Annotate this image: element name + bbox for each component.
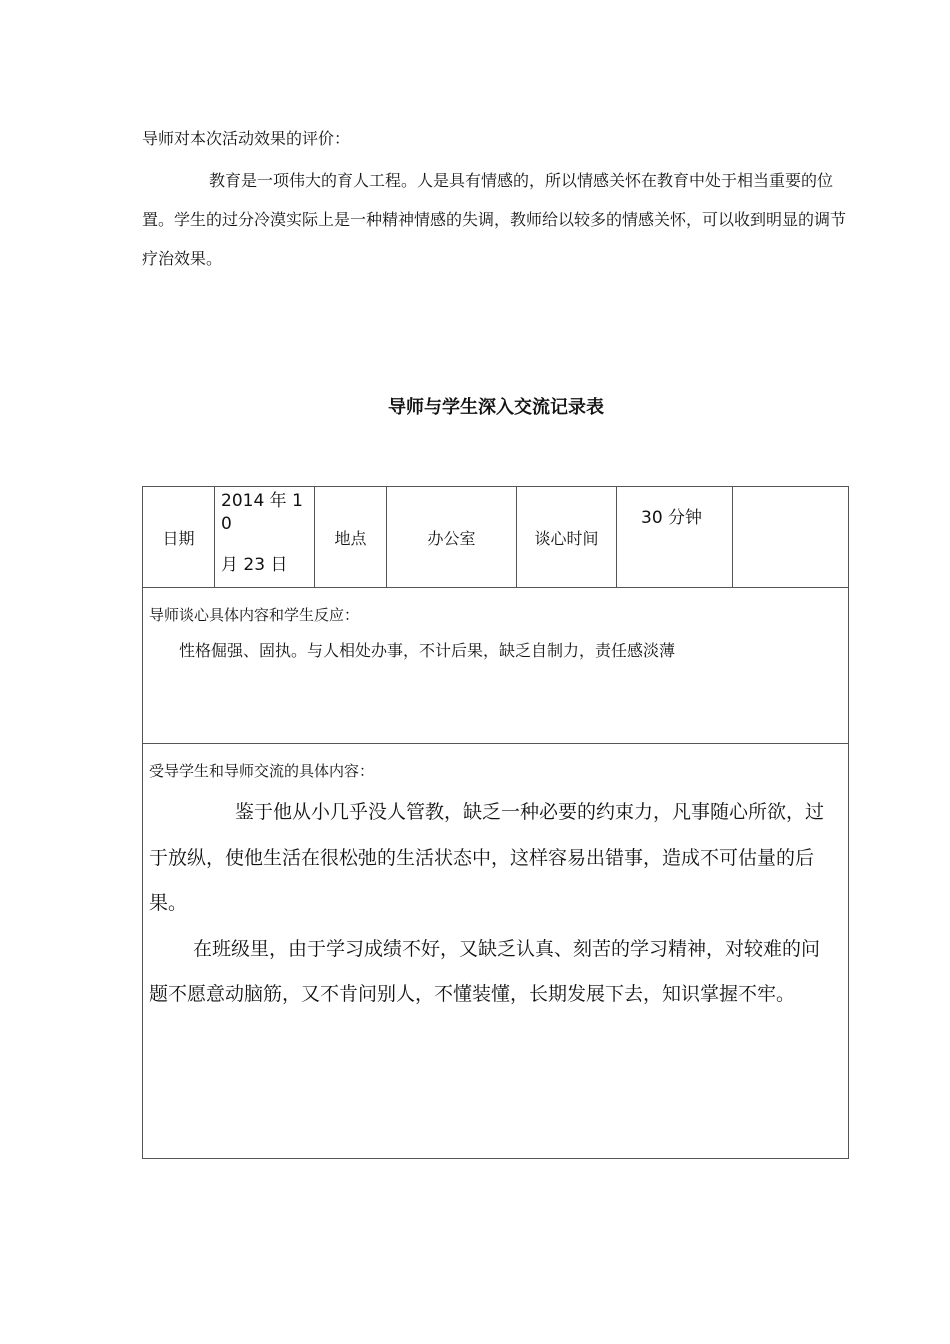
date-value [215,487,315,588]
date-value-line3: 月 23 日 [221,555,288,575]
record-table [142,486,849,1159]
tutor-content-text: 性格倔强、固执。与人相处办事，不计后果，缺乏自制力，责任感淡薄 [179,641,676,660]
exchange-content-body [149,790,832,1018]
evaluation-heading: 导师对本次活动效果的评价： [142,129,351,148]
evaluation-body [142,161,852,278]
date-label: 日期 [143,487,215,588]
location-value: 办公室 [387,487,517,588]
exchange-paragraph-2: 在班级里，由于学习成绩不好，又缺乏认真、刻苦的学习精神，对较难的问题不愿意动脑筋，又不肯问别人，不懂装懂，长期发展下去，知识掌握不牢。 [149,937,821,1005]
date-value-line2: 0 [221,514,232,534]
date-value-line1: 2014 年 1 [221,491,303,511]
extra-cell [733,487,849,588]
exchange-content-label: 受导学生和导师交流的具体内容： [149,762,375,780]
document-title: 导师与学生深入交流记录表 [388,397,604,418]
tutor-content-section [143,588,849,744]
tutor-content-label: 导师谈心具体内容和学生反应： [149,606,360,624]
evaluation-paragraph: 教育是一项伟大的育人工程。人是具有情感的，所以情感关怀在教育中处于相当重要的位置。学生的过分冷漠实际上是一种精神情感的失调，教师给以较多的情感关怀，可以收到明显的调节疗治效果。 [142,171,847,268]
exchange-paragraph-1: 鉴于他从小几乎没人管教，缺乏一种必要的约束力，凡事随心所欲，过于放纵，使他生活在很松弛的生活状态中，这样容易出错事，造成不可估量的后果。 [149,801,825,914]
time-label: 谈心时间 [517,487,617,588]
exchange-content-section [143,744,849,1159]
time-value: 30 分钟 [617,487,733,588]
location-label: 地点 [315,487,387,588]
